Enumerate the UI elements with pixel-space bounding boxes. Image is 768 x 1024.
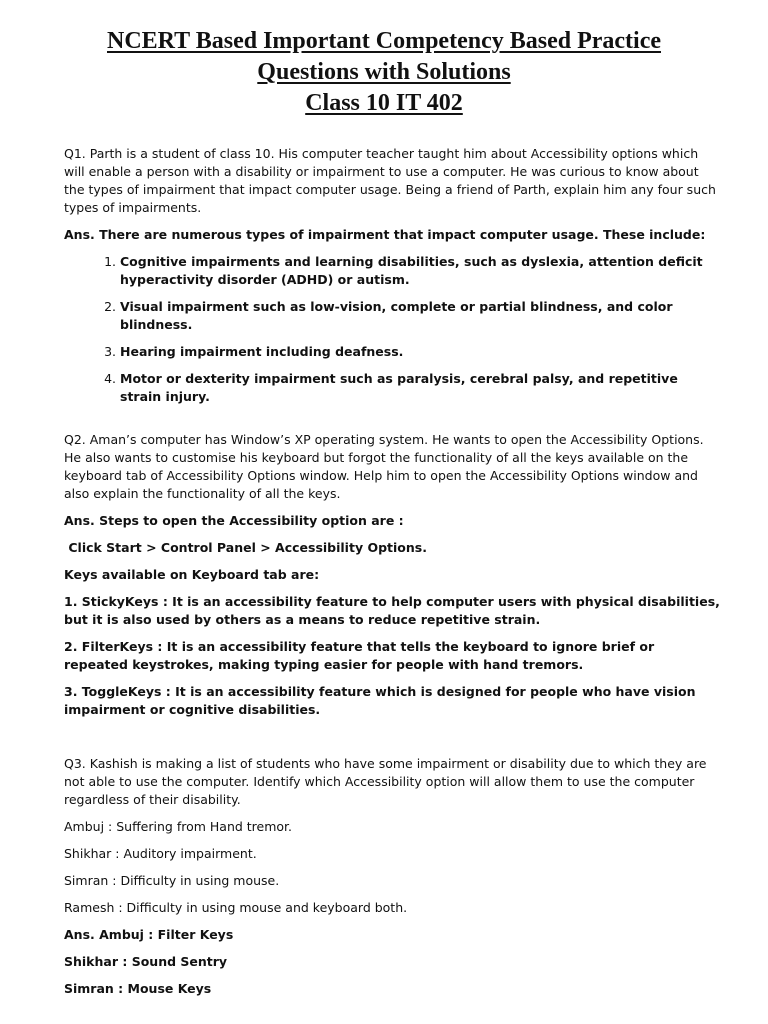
q2-key-filter: 2. FilterKeys : It is an accessibility feature that tells the keyboard to ignore brief or repeated keystrokes, making typing easier for people with hand tremors.: [64, 639, 655, 672]
q1-answer-intro: Ans. There are numerous types of impairment that impact computer usage. These include:: [64, 227, 706, 242]
q1-impairment-list: [64, 253, 722, 406]
q3-question: Q3. Kashish is making a list of students who have some impairment or disability due to which they are not able to use the computer. Identify which Accessibility option will allow them to use the computer regardless of their disability.: [64, 756, 707, 807]
document-title: [0, 0, 768, 119]
q1-question: Q1. Parth is a student of class 10. His computer teacher taught him about Accessibility options which will enable a person with a disability or impairment to use a computer. He was curious to know about the types of impairment that impact computer usage. Being a friend of Parth, explain him any four such types of impairments.: [64, 146, 716, 215]
q3-answer-ambuj: Ans. Ambuj : Filter Keys: [64, 927, 234, 942]
q3-student-ramesh: Ramesh : Difficulty in using mouse and keyboard both.: [64, 900, 408, 915]
q2-key-toggle: 3. ToggleKeys : It is an accessibility feature which is designed for people who have vision impairment or cognitive disabilities.: [64, 684, 696, 717]
list-item: 1. Cognitive impairments and learning disabilities, such as dyslexia, attention deficit hyperactivity disorder (ADHD) or autism.: [120, 253, 722, 289]
q3-student-ambuj: Ambuj : Suffering from Hand tremor.: [64, 819, 293, 834]
q2-steps: Click Start > Control Panel > Accessibility Options.: [64, 540, 427, 555]
document-body: [64, 145, 722, 998]
title-line-1: NCERT Based Important Competency Based Practice: [107, 28, 661, 54]
q3-answer-shikhar: Shikhar : Sound Sentry: [64, 954, 228, 969]
title-line-2: Questions with Solutions: [257, 59, 511, 85]
list-item: 3. Hearing impairment including deafness.: [120, 343, 722, 361]
q2-steps-heading: Ans. Steps to open the Accessibility option are :: [64, 513, 404, 528]
q3-student-simran: Simran : Difficulty in using mouse.: [64, 873, 280, 888]
q2-keys-heading: Keys available on Keyboard tab are:: [64, 567, 320, 582]
q2-question: Q2. Aman’s computer has Window’s XP operating system. He wants to open the Accessibility Options. He also wants to customise his keyboard but forgot the functionality of all the keys available on the keyboard tab of Accessibility Options window. Help him to open the Accessibility Options window and also explain the functionality of all the keys.: [64, 432, 704, 501]
q3-answer-simran: Simran : Mouse Keys: [64, 981, 212, 996]
title-line-3: Class 10 IT 402: [305, 90, 463, 116]
list-item: 4. Motor or dexterity impairment such as paralysis, cerebral palsy, and repetitive strain injury.: [120, 370, 722, 406]
q3-student-shikhar: Shikhar : Auditory impairment.: [64, 846, 257, 861]
q2-key-sticky: 1. StickyKeys : It is an accessibility feature to help computer users with physical disabilities, but it is also used by others as a means to reduce repetitive strain.: [64, 594, 720, 627]
list-item: 2. Visual impairment such as low-vision, complete or partial blindness, and color blindness.: [120, 298, 722, 334]
